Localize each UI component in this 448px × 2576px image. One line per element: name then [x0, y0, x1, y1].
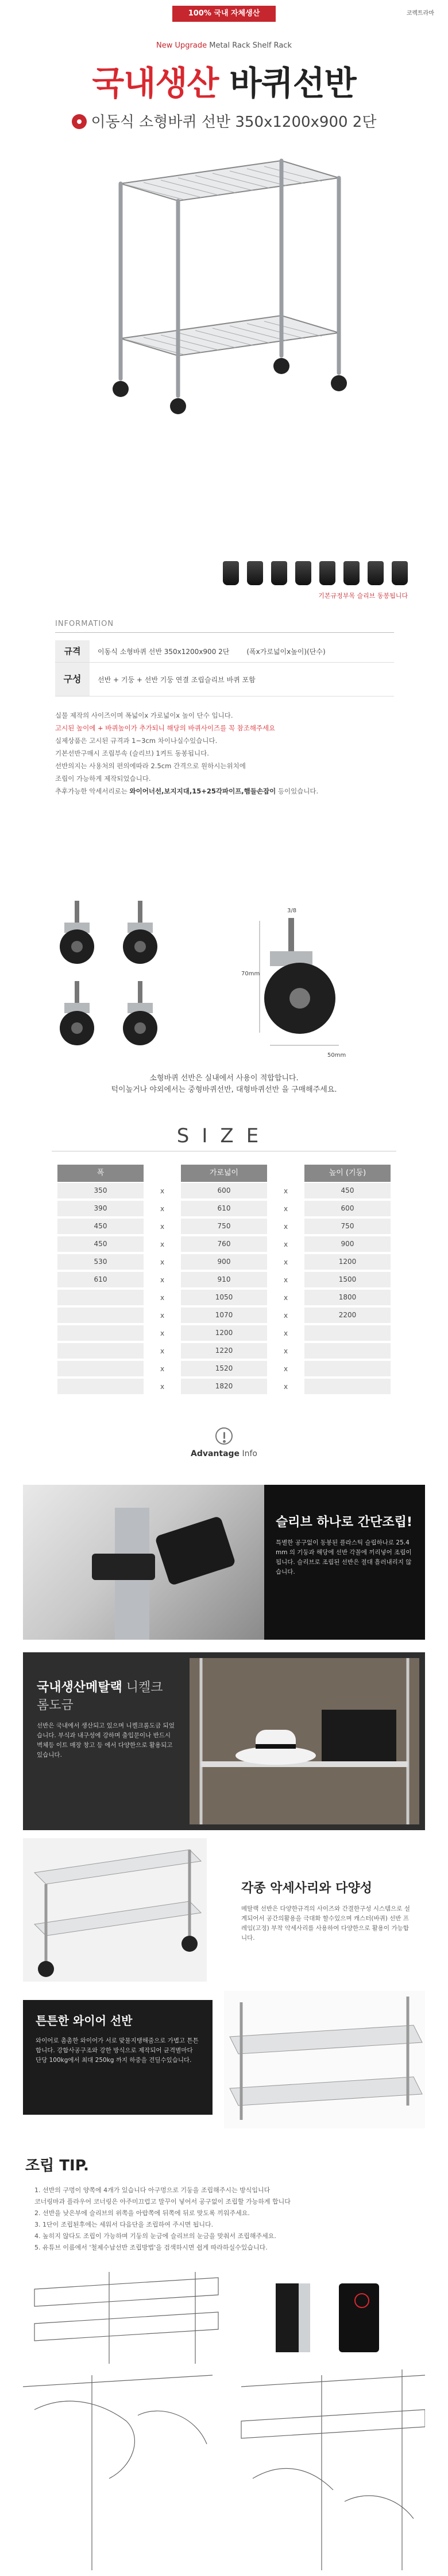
times-mark: x	[283, 1382, 288, 1391]
times-mark: x	[160, 1204, 165, 1213]
length-cell: 1820	[181, 1379, 267, 1394]
length-cell: 1070	[181, 1308, 267, 1323]
width-cell: 450	[57, 1236, 144, 1252]
times-mark: x	[160, 1293, 165, 1302]
times-mark: x	[160, 1329, 165, 1337]
feature-title: 슬리브 하나로 간단조립!	[276, 1515, 412, 1530]
title-red: 국내생산	[92, 64, 219, 103]
height-cell: 750	[304, 1219, 391, 1234]
information-divider	[55, 632, 394, 633]
width-cell: 530	[57, 1254, 144, 1270]
size-table-row	[57, 1182, 391, 1200]
length-cell: 750	[181, 1219, 267, 1234]
times-mark: x	[283, 1293, 288, 1302]
note-line: 기본선반구매시 조립부속 (슬리브) 1켜트 동봉됩니다.	[55, 749, 209, 757]
feature-title: 국내생산메탈랙 니켈크롬도금	[37, 1680, 163, 1713]
cap-icon	[368, 561, 384, 585]
times-mark: x	[283, 1311, 288, 1320]
shelf-hat-photo	[190, 1658, 419, 1824]
caster-dim-top: 3/8	[287, 908, 297, 914]
info-icon	[215, 1427, 233, 1445]
feature-domestic-text	[37, 1678, 175, 1760]
wire-shelf-photo	[224, 1991, 425, 2128]
note-line: 실물 제작의 사이즈이며 폭넓이x 가로넓이x 높이 단수 입니다.	[55, 711, 233, 719]
cap-icon	[343, 561, 360, 585]
width-cell: 610	[57, 1272, 144, 1287]
height-cell: 900	[304, 1236, 391, 1252]
feature-wire-text	[23, 2000, 213, 2115]
upgrade-subhead	[0, 41, 448, 50]
target-icon	[72, 114, 87, 129]
length-cell: 1220	[181, 1343, 267, 1359]
note-warning: 고시된 높이에 + 바퀴높이가 추가되니 해당의 바퀴사이즈를 꼭 참조해주세요	[55, 724, 276, 732]
length-cell: 900	[181, 1254, 267, 1270]
caster-notice-line: 턱이높거나 야외에서는 중형바퀴선반, 대형바퀴선반 을 구매해주세요.	[111, 1085, 337, 1094]
assembly-tip-title: 조립 TIP.	[25, 2157, 89, 2174]
cap-icon	[271, 561, 287, 585]
times-mark: x	[283, 1275, 288, 1284]
size-table-row	[57, 1235, 391, 1253]
note-line: 실제상품은 고시된 규격과 1~3cm 차이나실수있습니다.	[55, 737, 218, 745]
times-mark: x	[160, 1347, 165, 1355]
height-cell	[304, 1325, 391, 1341]
height-cell: 2200	[304, 1308, 391, 1323]
feature-body: 특별한 공구없이 동봉된 플라스틱 슬립하나로 25.4 mm 의 기둥과 해당에 선반 각꼴에 끼리넣어 조립이 됩니다. 슬리브로 조립된 선반은 절대 흘러내리지 않습니다.	[276, 1539, 412, 1575]
times-mark: x	[283, 1186, 288, 1195]
advantage-heading	[0, 1427, 448, 1458]
tip-item: 4. 높히지 않다도 조립이 가능하며 기둥의 눈금에 슬리브의 눈금을 맞춰서 조립해주세요.	[34, 2232, 276, 2240]
feature-title: 각종 악세사리와 다양성	[241, 1881, 372, 1896]
height-cell	[304, 1361, 391, 1376]
note-line: 추후가능한 악세서리로는 와이어너선,보지지대,15+25각파이프,햄들손잡이 등이있습니다.	[55, 787, 319, 795]
length-cell: 910	[181, 1272, 267, 1287]
cap-icon	[223, 561, 239, 585]
width-cell: 390	[57, 1201, 144, 1216]
feature-domestic	[23, 1652, 425, 1830]
small-caster-3	[60, 981, 94, 1045]
height-cell	[304, 1379, 391, 1394]
width-cell	[57, 1379, 144, 1394]
small-caster-2	[123, 901, 157, 964]
feature-accessories-text	[241, 1878, 414, 1943]
large-caster	[260, 918, 339, 1045]
times-mark: x	[160, 1275, 165, 1284]
height-cell: 450	[304, 1183, 391, 1198]
spec-unit: (폭x가로넓이x높이)(단수)	[246, 647, 326, 656]
length-cell: 1050	[181, 1290, 267, 1305]
times-mark: x	[283, 1240, 288, 1248]
caps-note: 기본규정부목 슬리브 동봉됩니다	[318, 592, 408, 600]
accessory-list: 와이어너선,보지지대,15+25각파이프,햄들손잡이	[129, 787, 276, 795]
caster-dim-side: 70mm	[241, 971, 260, 977]
length-cell: 610	[181, 1201, 267, 1216]
size-table-row	[57, 1360, 391, 1378]
composition-value: 선반 + 기둥 + 선반 기둥 연결 조립슬리브 바퀴 포함	[98, 675, 256, 684]
times-mark: x	[160, 1364, 165, 1373]
size-table-row	[57, 1324, 391, 1342]
times-mark: x	[160, 1186, 165, 1195]
assembly-tip-list	[34, 2185, 414, 2254]
header-width: 폭	[57, 1165, 144, 1182]
height-cell: 1200	[304, 1254, 391, 1270]
length-cell: 760	[181, 1236, 267, 1252]
times-mark: x	[160, 1311, 165, 1320]
spec-value: 이동식 소형바퀴 선반 350x1200x900 2단	[98, 647, 230, 656]
subhead-text: Metal Rack Shelf Rack	[207, 41, 292, 50]
size-table-row	[57, 1289, 391, 1306]
caster-notice	[0, 1073, 448, 1096]
times-mark: x	[160, 1240, 165, 1248]
composition-row	[55, 663, 394, 696]
feature-wire	[23, 1991, 425, 2128]
width-cell	[57, 1290, 144, 1305]
header-height: 높이 (기둥)	[304, 1165, 391, 1182]
length-cell: 600	[181, 1183, 267, 1198]
title-black: 바퀴선반	[229, 64, 356, 103]
feature-body: 메탈랙 선반은 다양한규격의 사이즈와 간결한구성 시스템으로 설계되어서 공간의활용을 극대화 할수있으며 캐스터(바퀴) 선반 프레임(고정) 부착 악세사리를 사용하여 다양한으로 활용이 가능합니다.	[241, 1905, 410, 1941]
sleeve-photo	[23, 1485, 264, 1640]
caster-dim-bottom: 50mm	[327, 1052, 346, 1059]
length-cell: 1200	[181, 1325, 267, 1341]
times-mark: x	[283, 1347, 288, 1355]
height-cell: 1500	[304, 1272, 391, 1287]
size-table-row	[57, 1342, 391, 1360]
size-table-row	[57, 1306, 391, 1324]
info-table	[55, 640, 394, 696]
size-table-header	[57, 1165, 391, 1182]
times-mark: x	[160, 1382, 165, 1391]
size-table-row	[57, 1271, 391, 1289]
length-cell: 1520	[181, 1361, 267, 1376]
subhead-highlight: New Upgrade	[156, 41, 207, 50]
feature-body: 선반은 국내에서 생산되고 있으며 니켈크롬도금 되었습니다. 부식과 내구성에 강하며 출입문이나 반드시 벽체등 이트 매장 창고 등 에서 다양한으로 활용되고있습니다.	[37, 1722, 175, 1758]
width-cell	[57, 1343, 144, 1359]
header-length: 가로넓이	[181, 1165, 267, 1182]
subtitle-text: 이동식 소형바퀴 선반 350x1200x900 2단	[91, 114, 377, 131]
feature-title: 튼튼한 와이어 선반	[36, 2014, 133, 2028]
note-line: 선반의지는 사용처의 편의에따라 2.5cm 간격으로 원하시는위치에	[55, 762, 246, 770]
spec-key: 규격	[55, 640, 90, 662]
cap-icon	[319, 561, 335, 585]
times-mark: x	[160, 1222, 165, 1231]
domestic-badge: 100% 국내 자체생산	[172, 6, 276, 22]
height-cell	[304, 1343, 391, 1359]
small-caster-4	[123, 981, 157, 1045]
times-mark: x	[283, 1222, 288, 1231]
assembly-illustrations	[23, 2272, 425, 2570]
page-title	[0, 56, 448, 104]
cap-icon	[247, 561, 263, 585]
width-cell	[57, 1361, 144, 1376]
size-title: SIZE	[176, 1124, 272, 1147]
tip-item: 1. 선반의 구멍이 양쪽에 4개가 있습니다 아구멍으로 기둥을 조립해주시는 방식입니다	[34, 2186, 271, 2194]
product-subtitle	[0, 110, 448, 131]
size-table	[57, 1165, 391, 1395]
spec-row	[55, 640, 394, 663]
height-cell: 1800	[304, 1290, 391, 1305]
tip-item: 3. 1단이 조립된후에는 세워서 다음단을 조립하여 주시면 됩니다.	[34, 2221, 214, 2228]
tip-item: 5. 유튜브 이름에서 '철제수납선반 조립방법'을 검색하시면 쉽게 따라하실수있습니다.	[34, 2244, 268, 2251]
size-table-body	[57, 1182, 391, 1395]
product-image	[92, 149, 356, 436]
times-mark: x	[283, 1258, 288, 1266]
width-cell	[57, 1308, 144, 1323]
rack-wheel-photo	[23, 1838, 207, 1982]
feature-sleeve	[23, 1485, 425, 1640]
size-table-row	[57, 1217, 391, 1235]
small-caster-1	[60, 901, 94, 964]
information-label: INFORMATION	[55, 620, 114, 628]
feature-sleeve-text	[276, 1512, 416, 1577]
product-notes	[55, 709, 400, 797]
feature-accessories	[23, 1838, 425, 1982]
tip-item: 코너링마과 플라우어 코너링은 아주미끄럽고 말꾸이 넣어서 공구없이 조립할 가능하게 합니다	[34, 2198, 291, 2205]
size-table-row	[57, 1378, 391, 1395]
width-cell: 450	[57, 1219, 144, 1234]
times-mark: x	[283, 1329, 288, 1337]
size-table-row	[57, 1200, 391, 1217]
feature-body: 와이어로 촘촘한 와이어가 서로 맞물지탱해줌으로 가볍고 튼튼합니다. 강합사공구조와 강한 방식으로 제작되어 균격별마다 단당 100kg에서 최대 250kg 까지 하중을 견딜수있습니다.	[36, 2037, 199, 2064]
tip-item: 2. 선반을 낮은부에 슬리브의 위쪽을 아랍쪽에 뒤쪽에 뒤로 맞도록 끼워주세요.	[34, 2209, 250, 2217]
composition-key: 구성	[55, 663, 90, 696]
brand-name: 코렉트라마	[406, 10, 434, 17]
note-line: 조립이 가능하게 제작되었습니다.	[55, 775, 151, 783]
post-caps	[223, 561, 408, 585]
times-mark: x	[283, 1204, 288, 1213]
caster-notice-line: 소형바퀴 선반은 실내에서 사용이 적합합니다.	[149, 1074, 299, 1083]
cap-icon	[392, 561, 408, 585]
width-cell	[57, 1325, 144, 1341]
times-mark: x	[160, 1258, 165, 1266]
size-table-row	[57, 1253, 391, 1271]
height-cell: 600	[304, 1201, 391, 1216]
times-mark: x	[283, 1364, 288, 1373]
cap-icon	[295, 561, 311, 585]
caster-images	[52, 895, 396, 1067]
advantage-label: Advantage Info	[190, 1449, 257, 1458]
width-cell: 350	[57, 1183, 144, 1198]
